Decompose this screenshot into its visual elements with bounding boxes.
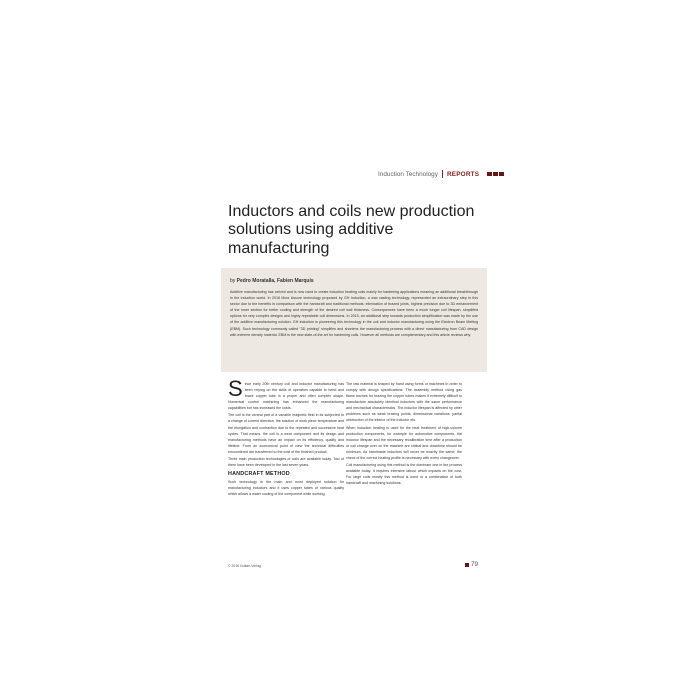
authors: Pedro Moratalla, Fabien Marquis: [236, 278, 314, 284]
header-section: Induction Technology: [378, 170, 438, 178]
article-title: Inductors and coils new production solutions using additive manufacturing: [228, 203, 475, 257]
running-header: [378, 169, 504, 179]
header-separator: [442, 170, 443, 178]
body-paragraph: Three main production technologies of coils are available today. Two of them have been developed in the last seven years.: [228, 456, 344, 467]
header-category: REPORTS: [446, 170, 480, 178]
page-number: 79: [471, 561, 479, 568]
abstract-text: Additive manufacturing has arrived and is now used to create induction heating coils mainly for hardening applications meaning an additional breakthrough in the induction world. In 2016 Moor Assure technology proposed by GH Induction, a wax casting technology, represented an extraordinary step in this sector due to the benefits in comparison with the handcraft and traditional methods: elimination of brazed joints, highest precision due to 3D enhancement of the inner section for better cooling and strength of the desired coil wall thickness. Consequences have been a much longer coil lifespan, simplified options for very complex designs and highly repeatable coil dimensions. In 2015, an additional step towards production simplification was made by the use of the additive manufacturing solution. GH induction is pioneering this technology in the coil and inductor manufacturing using the Electron Beam Melting (EBM). Such technology commonly called "3D printing" simplifies and shortens the manufacturing process with a direct manufacturing from CAD design with extreme density material. EBM is the new state-of-the art for hardening coils. However all methods are complementary and this article reviews why.: [230, 290, 478, 337]
byline: [230, 278, 478, 284]
abstract-box: [221, 268, 487, 372]
dropcap: S: [228, 376, 243, 401]
body-paragraph: Such technology is the main and most deployed solution for manufacturing inductors and it uses copper tubes of various quality which allows a water cooling of the component while working.: [228, 480, 344, 497]
subheading: HANDCRAFT METHOD: [228, 471, 290, 478]
square-icon: [493, 172, 498, 177]
body-column-left: [228, 376, 344, 498]
byline-prefix: by: [230, 278, 236, 284]
body-paragraph: [228, 376, 344, 411]
square-icon: [499, 172, 504, 177]
body-column-right: [346, 381, 462, 487]
body-paragraph: The coil is the central part of a variable magnetic field in its subjected to a change of current direction, the solution of work piece temperature and the elongation and contraction due to the repeated and successive heat cycles. That means, the coil is a wear component and its design and manufacturing methods have an impact on its efficiency, quality and lifetime. From an economical point of view the technical difficulties encountered are transferred to the cost of the finished product.: [228, 413, 344, 454]
header-squares-icon: [487, 172, 503, 177]
square-icon: [465, 563, 469, 567]
body-paragraph: Coil manufacturing using this method is the dominant one in the process available today. It requires intensive labour which impacts on the cost. For large coils mostly this method is used or a combination of both handcraft and machining solutions.: [346, 462, 462, 486]
body-paragraph: The raw material is shaped by hand using forms or machines in order to comply with design specifications. The assembly method using gas flame torches for brazing the copper tubes makes it extremely difficult to manufacture absolutely identical inductors with the same performance and mechanical characteristics. The inductor lifespan is affected by other problems such as weak brazing points, dimensional variations, partial obstruction of the interior of the inductor etc.: [346, 382, 462, 423]
square-icon: [487, 172, 492, 177]
footer-copyright: © 2016 Vulkan-Verlag: [228, 564, 261, 568]
body-text: ince early 20th century coil and inductor manufacturing has been relying on the skills of operators capable to bend and braze copper tube in a proper and often complex shape. Numerical control machining has enhanced the manufacturing capabilities but has increased the costs.: [228, 382, 344, 411]
body-paragraph: When induction heating is used for the heat treatment of high-volume production components, for example for automotive components, the inductor lifespan and the necessary recalibration time after a production or coil change over on the machine are critical and downtime should be minimum. As handmade inductors will never be exactly the same, the check of the correct heating profile is necessary with every changeover.: [346, 425, 462, 460]
footer-page: [465, 561, 478, 568]
